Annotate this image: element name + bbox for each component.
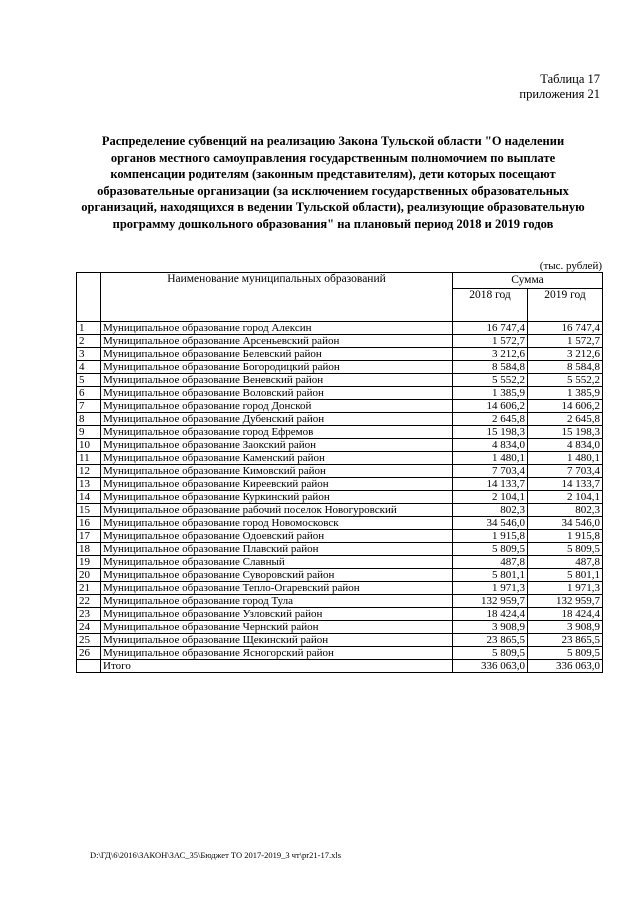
amount-2018: 3 212,6 (453, 348, 528, 361)
table-row (77, 426, 603, 439)
row-number: 15 (77, 504, 101, 517)
table-row (77, 322, 603, 335)
amount-2019: 1 915,8 (528, 530, 603, 543)
amount-2018: 5 809,5 (453, 543, 528, 556)
name-header: Наименование муниципальных образований (101, 273, 453, 322)
amount-2019: 132 959,7 (528, 595, 603, 608)
row-number: 11 (77, 452, 101, 465)
amount-2019: 16 747,4 (528, 322, 603, 335)
table-row (77, 647, 603, 660)
row-number: 25 (77, 634, 101, 647)
amount-2019: 2 104,1 (528, 491, 603, 504)
table-row (77, 517, 603, 530)
table-row (77, 348, 603, 361)
amount-2018: 7 703,4 (453, 465, 528, 478)
row-number: 5 (77, 374, 101, 387)
appendix-number: приложения 21 (519, 87, 600, 101)
units-label: (тыс. рублей) (539, 260, 602, 272)
amount-2018: 8 584,8 (453, 361, 528, 374)
table-row (77, 595, 603, 608)
municipality-name: Муниципальное образование Славный (101, 556, 453, 569)
table-row (77, 608, 603, 621)
municipality-name: Муниципальное образование Узловский район (101, 608, 453, 621)
subsidy-table (76, 272, 603, 673)
municipality-name: Муниципальное образование Суворовский район (101, 569, 453, 582)
table-row (77, 465, 603, 478)
table-row (77, 543, 603, 556)
num-header (77, 273, 101, 322)
amount-2019: 8 584,8 (528, 361, 603, 374)
table-number: Таблица 17 (540, 72, 600, 86)
row-number: 20 (77, 569, 101, 582)
amount-2018: 34 546,0 (453, 517, 528, 530)
amount-2019: 3 212,6 (528, 348, 603, 361)
amount-2019: 23 865,5 (528, 634, 603, 647)
municipality-name: Муниципальное образование Ясногорский район (101, 647, 453, 660)
municipality-name: Муниципальное образование Щекинский район (101, 634, 453, 647)
amount-2018: 5 552,2 (453, 374, 528, 387)
row-number: 1 (77, 322, 101, 335)
amount-2018: 1 971,3 (453, 582, 528, 595)
table-caption (519, 72, 600, 102)
table-row (77, 556, 603, 569)
table-row (77, 400, 603, 413)
amount-2019: 1 480,1 (528, 452, 603, 465)
amount-2018: 18 424,4 (453, 608, 528, 621)
amount-2018: 15 198,3 (453, 426, 528, 439)
municipality-name: Муниципальное образование Веневский район (101, 374, 453, 387)
amount-2019: 34 546,0 (528, 517, 603, 530)
amount-2019: 7 703,4 (528, 465, 603, 478)
table-row (77, 569, 603, 582)
table-row (77, 582, 603, 595)
year-2018-header: 2018 год (453, 288, 528, 321)
row-number: 14 (77, 491, 101, 504)
table-row (77, 452, 603, 465)
amount-2018: 487,8 (453, 556, 528, 569)
row-number: 12 (77, 465, 101, 478)
amount-2019: 2 645,8 (528, 413, 603, 426)
amount-2018: 1 385,9 (453, 387, 528, 400)
table-row (77, 361, 603, 374)
table-row (77, 439, 603, 452)
amount-2019: 1 572,7 (528, 335, 603, 348)
row-number: 9 (77, 426, 101, 439)
amount-2018: 1 915,8 (453, 530, 528, 543)
row-number: 2 (77, 335, 101, 348)
row-number: 3 (77, 348, 101, 361)
amount-2019: 14 133,7 (528, 478, 603, 491)
amount-2019: 18 424,4 (528, 608, 603, 621)
municipality-name: Муниципальное образование город Донской (101, 400, 453, 413)
table-row (77, 621, 603, 634)
municipality-name: Муниципальное образование Белевский район (101, 348, 453, 361)
municipality-name: Муниципальное образование Кимовский район (101, 465, 453, 478)
amount-2019: 3 908,9 (528, 621, 603, 634)
table-row (77, 387, 603, 400)
row-number: 19 (77, 556, 101, 569)
row-number: 10 (77, 439, 101, 452)
amount-2018: 14 133,7 (453, 478, 528, 491)
row-number: 21 (77, 582, 101, 595)
amount-2018: 132 959,7 (453, 595, 528, 608)
row-number: 23 (77, 608, 101, 621)
row-number: 6 (77, 387, 101, 400)
amount-2018: 2 104,1 (453, 491, 528, 504)
row-number: 24 (77, 621, 101, 634)
row-number: 4 (77, 361, 101, 374)
municipality-name: Муниципальное образование Тепло-Огаревский район (101, 582, 453, 595)
amount-2018: 16 747,4 (453, 322, 528, 335)
table-row (77, 335, 603, 348)
municipality-name: Муниципальное образование Одоевский район (101, 530, 453, 543)
amount-2018: 1 572,7 (453, 335, 528, 348)
municipality-name: Муниципальное образование Дубенский район (101, 413, 453, 426)
table-row (77, 491, 603, 504)
amount-2018: 5 801,1 (453, 569, 528, 582)
amount-2018: 23 865,5 (453, 634, 528, 647)
municipality-name: Муниципальное образование город Ефремов (101, 426, 453, 439)
file-path: D:\ГД\6\2016\ЗАКОН\ЗАС_35\Бюджет ТО 2017-2019_3 чт\pr21-17.xls (90, 850, 342, 860)
table-body (77, 322, 603, 673)
municipality-name: Муниципальное образование Каменский район (101, 452, 453, 465)
municipality-name: Муниципальное образование Заокский район (101, 439, 453, 452)
amount-2019: 802,3 (528, 504, 603, 517)
table-row (77, 413, 603, 426)
table-row (77, 504, 603, 517)
amount-2019: 1 971,3 (528, 582, 603, 595)
amount-2018: 802,3 (453, 504, 528, 517)
year-2019-header: 2019 год (528, 288, 603, 321)
amount-2019: 1 385,9 (528, 387, 603, 400)
amount-2018: 1 480,1 (453, 452, 528, 465)
municipality-name: Муниципальное образование Куркинский район (101, 491, 453, 504)
row-number: 17 (77, 530, 101, 543)
row-number: 26 (77, 647, 101, 660)
amount-2018: 3 908,9 (453, 621, 528, 634)
amount-2019: 5 801,1 (528, 569, 603, 582)
amount-2019: 5 552,2 (528, 374, 603, 387)
amount-2018: 4 834,0 (453, 439, 528, 452)
amount-2019: 487,8 (528, 556, 603, 569)
municipality-name: Муниципальное образование рабочий поселок Новогуровский (101, 504, 453, 517)
amount-2019: 15 198,3 (528, 426, 603, 439)
amount-2019: 5 809,5 (528, 543, 603, 556)
total-row (77, 660, 603, 673)
total-label: Итого (101, 660, 453, 673)
amount-2019: 4 834,0 (528, 439, 603, 452)
municipality-name: Муниципальное образование Богородицкий район (101, 361, 453, 374)
row-number: 7 (77, 400, 101, 413)
row-number: 13 (77, 478, 101, 491)
municipality-name: Муниципальное образование город Тула (101, 595, 453, 608)
amount-2018: 5 809,5 (453, 647, 528, 660)
amount-2019: 14 606,2 (528, 400, 603, 413)
amount-2019: 5 809,5 (528, 647, 603, 660)
table-row (77, 530, 603, 543)
row-number: 16 (77, 517, 101, 530)
total-number (77, 660, 101, 673)
municipality-name: Муниципальное образование Арсеньевский район (101, 335, 453, 348)
row-number: 8 (77, 413, 101, 426)
municipality-name: Муниципальное образование Чернский район (101, 621, 453, 634)
total-2019: 336 063,0 (528, 660, 603, 673)
row-number: 18 (77, 543, 101, 556)
municipality-name: Муниципальное образование Киреевский район (101, 478, 453, 491)
municipality-name: Муниципальное образование город Новомосковск (101, 517, 453, 530)
sum-header: Сумма (453, 273, 603, 289)
table-row (77, 478, 603, 491)
table-row (77, 374, 603, 387)
amount-2018: 14 606,2 (453, 400, 528, 413)
municipality-name: Муниципальное образование город Алексин (101, 322, 453, 335)
document-title: Распределение субвенций на реализацию Закона Тульской области "О наделении органов местного самоуправления государственным полномочием по выплате компенсации родителям (законным представителям), дети которых посещают образовательные организации (за исключением государственных образовательных организаций, находящихся в ведении Тульской области), реализующие образовательную программу дошкольного образования" на плановый период 2018 и 2019 годов (81, 134, 585, 231)
table-row (77, 634, 603, 647)
municipality-name: Муниципальное образование Воловский район (101, 387, 453, 400)
amount-2018: 2 645,8 (453, 413, 528, 426)
total-2018: 336 063,0 (453, 660, 528, 673)
municipality-name: Муниципальное образование Плавский район (101, 543, 453, 556)
row-number: 22 (77, 595, 101, 608)
